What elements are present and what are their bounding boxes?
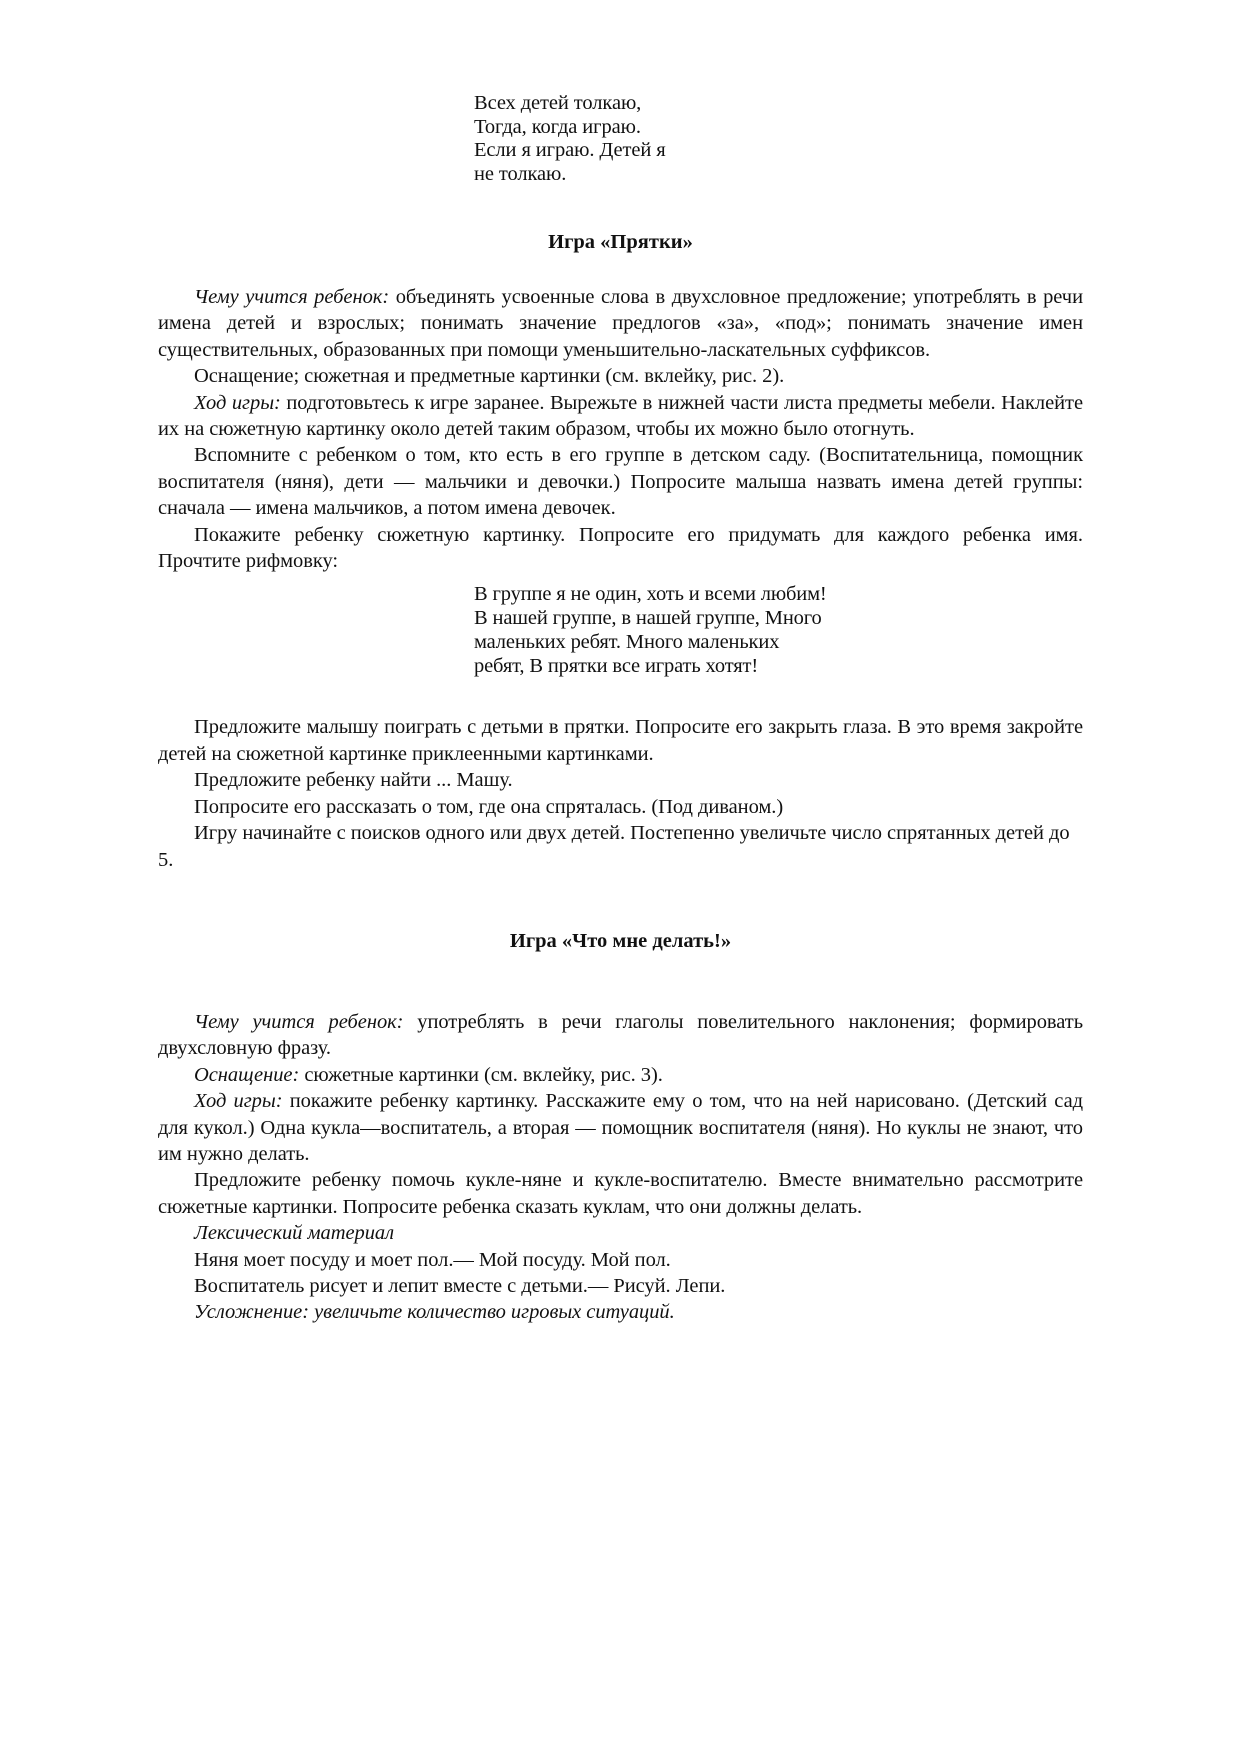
section-one-play-paragraph: Предложите малышу поиграть с детьми в прятки. Попросите его закрыть глаза. В это время закройте детей на сюжетной картинке приклеенными картинками. <box>158 716 1083 765</box>
learns-label: Чему учится ребенок: <box>194 286 390 308</box>
intro-poem <box>158 92 1083 186</box>
spacer <box>158 574 1083 582</box>
rhyme-line: ребят, В прятки все играть хотят! <box>474 655 758 678</box>
complication-label: Усложнение: <box>194 1301 309 1324</box>
section-one-find-paragraph: Предложите ребенку найти ... Машу. <box>194 769 513 792</box>
course-text: подготовьтесь к игре заранее. Вырежьте в нижней части листа предметы мебели. Наклейте их на сюжетную картинку около детей таким образом, чтобы их можно было отогнуть. <box>158 391 1083 441</box>
section-one-show-paragraph: Покажите ребенку сюжетную картинку. Попросите его придумать для каждого ребенка имя. Прочтите рифмовку: <box>158 523 1083 573</box>
poem-line: Всех детей толкаю, <box>474 92 642 114</box>
section-two-course-paragraph <box>158 1088 1083 1167</box>
rhyme-line: маленьких ребят. Много маленьких <box>474 631 780 654</box>
course-label: Ход игры: <box>194 1090 283 1113</box>
rhyme-line: В нашей группе, в нашей группе, Много <box>474 607 822 630</box>
learns-text: употреблять в речи глаголы повелительного наклонения; формировать двухсловную фразу. <box>158 1010 1084 1060</box>
equipment-label: Оснащение: <box>194 1063 300 1086</box>
section-one-heading: Игра «Прятки» <box>548 231 693 253</box>
spacer <box>158 254 1083 284</box>
spacer <box>158 873 1083 929</box>
spacer <box>158 678 1083 714</box>
lexical-line-two: Воспитатель рисует и лепит вместе с детьми.— Рисуй. Лепи. <box>194 1274 726 1297</box>
course-label: Ход игры: <box>194 391 281 414</box>
section-one-ask-paragraph: Попросите его рассказать о том, где она спряталась. (Под диваном.) <box>194 795 784 818</box>
section-two-equipment-paragraph <box>158 1062 1083 1088</box>
learns-text: объединять усвоенные слова в двухсловное предложение; употреблять в речи имена детей и взрослых; понимать значение предлогов «за», «под»; понимать значение имен существительных, образованных при помощи уменьшительно-ласкательных суффиксов. <box>158 286 1083 361</box>
section-two-heading: Игра «Что мне делать!» <box>509 929 732 952</box>
learns-label: Чему учится ребенок: <box>194 1010 404 1033</box>
section-two-learns-paragraph <box>158 1009 1083 1062</box>
poem-line: Тогда, когда играю. <box>474 115 641 138</box>
complication-text: увеличьте количество игровых ситуаций. <box>309 1301 675 1324</box>
section-two-suggest-paragraph: Предложите ребенку помочь кукле-няне и кукле-воспитателю. Вместе внимательно рассмотрите сюжетные картинки. Попросите ребенка сказать куклам, что они должны делать. <box>158 1169 1083 1218</box>
spacer <box>158 186 1083 230</box>
lexical-line-one: Няня моет посуду и моет пол.— Мой посуду. Мой пол. <box>194 1248 671 1271</box>
spacer <box>158 953 1083 1009</box>
section-one-course-paragraph <box>158 390 1083 443</box>
poem-line: Если я играю. Детей я <box>474 139 666 161</box>
section-one-equipment-paragraph: Оснащение; сюжетная и предметные картинки (см. вклейку, рис. 2). <box>194 365 785 388</box>
section-one-rhyme <box>158 582 1083 678</box>
rhyme-line: В группе я не один, хоть и всеми любим! <box>474 583 827 606</box>
equipment-text: сюжетные картинки (см. вклейку, рис. 3). <box>299 1063 663 1086</box>
poem-line: не толкаю. <box>474 162 567 185</box>
section-one-recall-paragraph: Вспомните с ребенком о том, кто есть в его группе в детском саду. (Воспитательница, помощник воспитателя (няня), дети — мальчики и девочки.) Попросите малыша назвать имена детей группы: сначала — имена мальчиков, а потом имена девочек. <box>158 444 1083 520</box>
lexical-material-label: Лексический материал <box>194 1222 394 1245</box>
section-one-learns-paragraph <box>158 284 1083 363</box>
section-one-start-paragraph: Игру начинайте с поисков одного или двух детей. Постепенно увеличьте число спрятанных детей до 5. <box>158 822 1070 871</box>
page-content <box>158 92 1083 1326</box>
complication-paragraph <box>158 1299 1083 1325</box>
course-text: покажите ребенку картинку. Расскажите ему о том, что на ней нарисовано. (Детский сад для кукол.) Одна кукла—воспитатель, а вторая — помощник воспитателя (няня). Но куклы не знают, что им нужно делать. <box>158 1090 1083 1165</box>
